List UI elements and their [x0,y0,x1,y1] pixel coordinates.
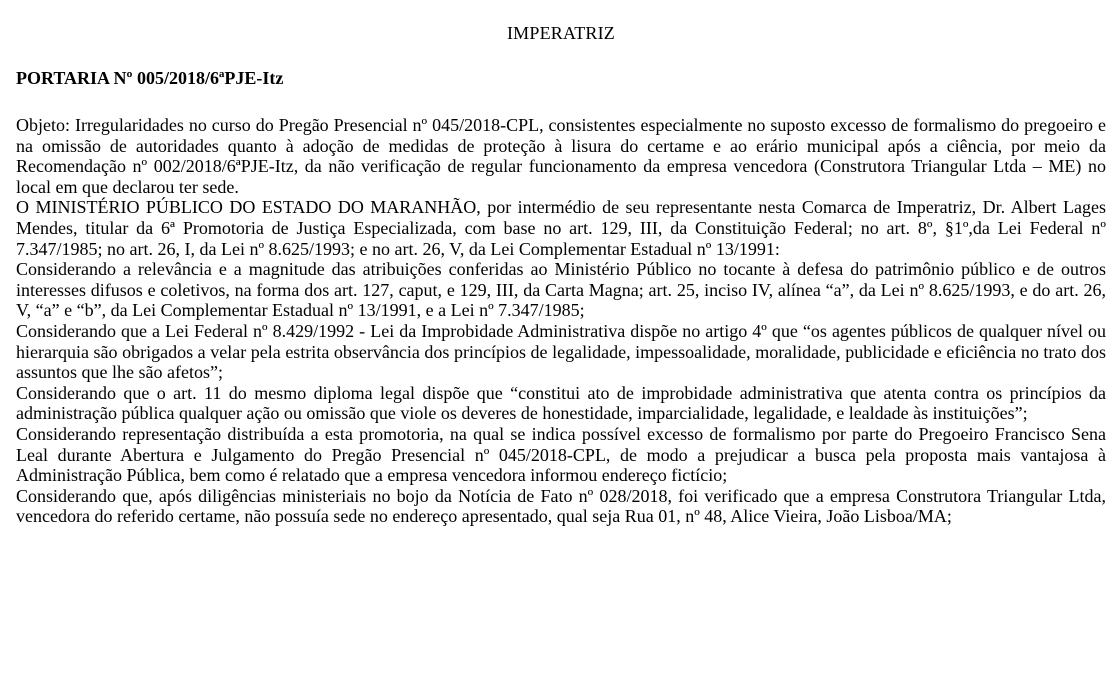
paragraph-ministerio: O MINISTÉRIO PÚBLICO DO ESTADO DO MARANHÃO, por intermédio de seu representante nesta Comarca de Imperatriz, Dr. Albert Lages Mendes, titular da 6ª Promotoria de Justiça Especializada, com base no art. 129, III, da Constituição Federal; no art. 8º, §1º,da Lei Federal nº 7.347/1985; no art. 26, I, da Lei nº 8.625/1993; e no art. 26, V, da Lei Complementar Estadual nº 13/1991: [16,197,1106,259]
paragraph-considerando-diligencias: Considerando que, após diligências ministeriais no bojo da Notícia de Fato nº 028/2018, foi verificado que a empresa Construtora Triangular Ltda, vencedora do referido certame, não possuía sede no endereço apresentado, qual seja Rua 01, nº 48, Alice Vieira, João Lisboa/MA; [16,485,1106,527]
document-page [16,0,1106,527]
paragraph-objeto: Objeto: Irregularidades no curso do Pregão Presencial nº 045/2018-CPL, consistentes especialmente no suposto excesso de formalismo do pregoeiro e na omissão de autoridades quanto à adoção de medidas de proteção à lisura do certame e ao erário municipal após a ciência, por meio da Recomendação nº 002/2018/6ªPJE-Itz, da não verificação de regular funcionamento da empresa vencedora (Construtora Triangular Ltda – ME) no local em que declarou ter sede. [16,115,1106,197]
city-heading: IMPERATRIZ [506,23,615,43]
paragraph-considerando-lei-8429: Considerando que a Lei Federal nº 8.429/1992 - Lei da Improbidade Administrativa dispõe no artigo 4º que “os agentes públicos de qualquer nível ou hierarquia são obrigados a velar pela estrita observância dos princípios de legalidade, impessoalidade, moralidade, publicidade e eficiência no trato dos assuntos que lhe são afetos”; [16,320,1106,383]
paragraph-considerando-representacao: Considerando representação distribuída a esta promotoria, na qual se indica possível excesso de formalismo por parte do Pregoeiro Francisco Sena Leal durante Abertura e Julgamento do Pregão Presencial nº 045/2018-CPL, de modo a prejudicar a busca pela proposta mais vantajosa à Administração Pública, bem como é relatado que a empresa vencedora informou endereço fictício; [16,423,1106,486]
document-body [16,115,1106,527]
ordinance-title: PORTARIA Nº 005/2018/6ªPJE-Itz [16,68,284,88]
paragraph-considerando-art-11: Considerando que o art. 11 do mesmo diploma legal dispõe que “constitui ato de improbidade administrativa que atenta contra os princípios da administração pública qualquer ação ou omissão que viole os deveres de honestidade, imparcialidade, legalidade, e lealdade às instituições”; [16,382,1106,424]
paragraph-considerando-relevancia: Considerando a relevância e a magnitude das atribuições conferidas ao Ministério Público no tocante à defesa do patrimônio público e de outros interesses difusos e coletivos, na forma dos art. 127, caput, e 129, III, da Carta Magna; art. 25, inciso IV, alínea “a”, da Lei nº 8.625/1993, e do art. 26, V, “a” e “b”, da Lei Complementar Estadual nº 13/1991, e a Lei nº 7.347/1985; [16,259,1106,321]
